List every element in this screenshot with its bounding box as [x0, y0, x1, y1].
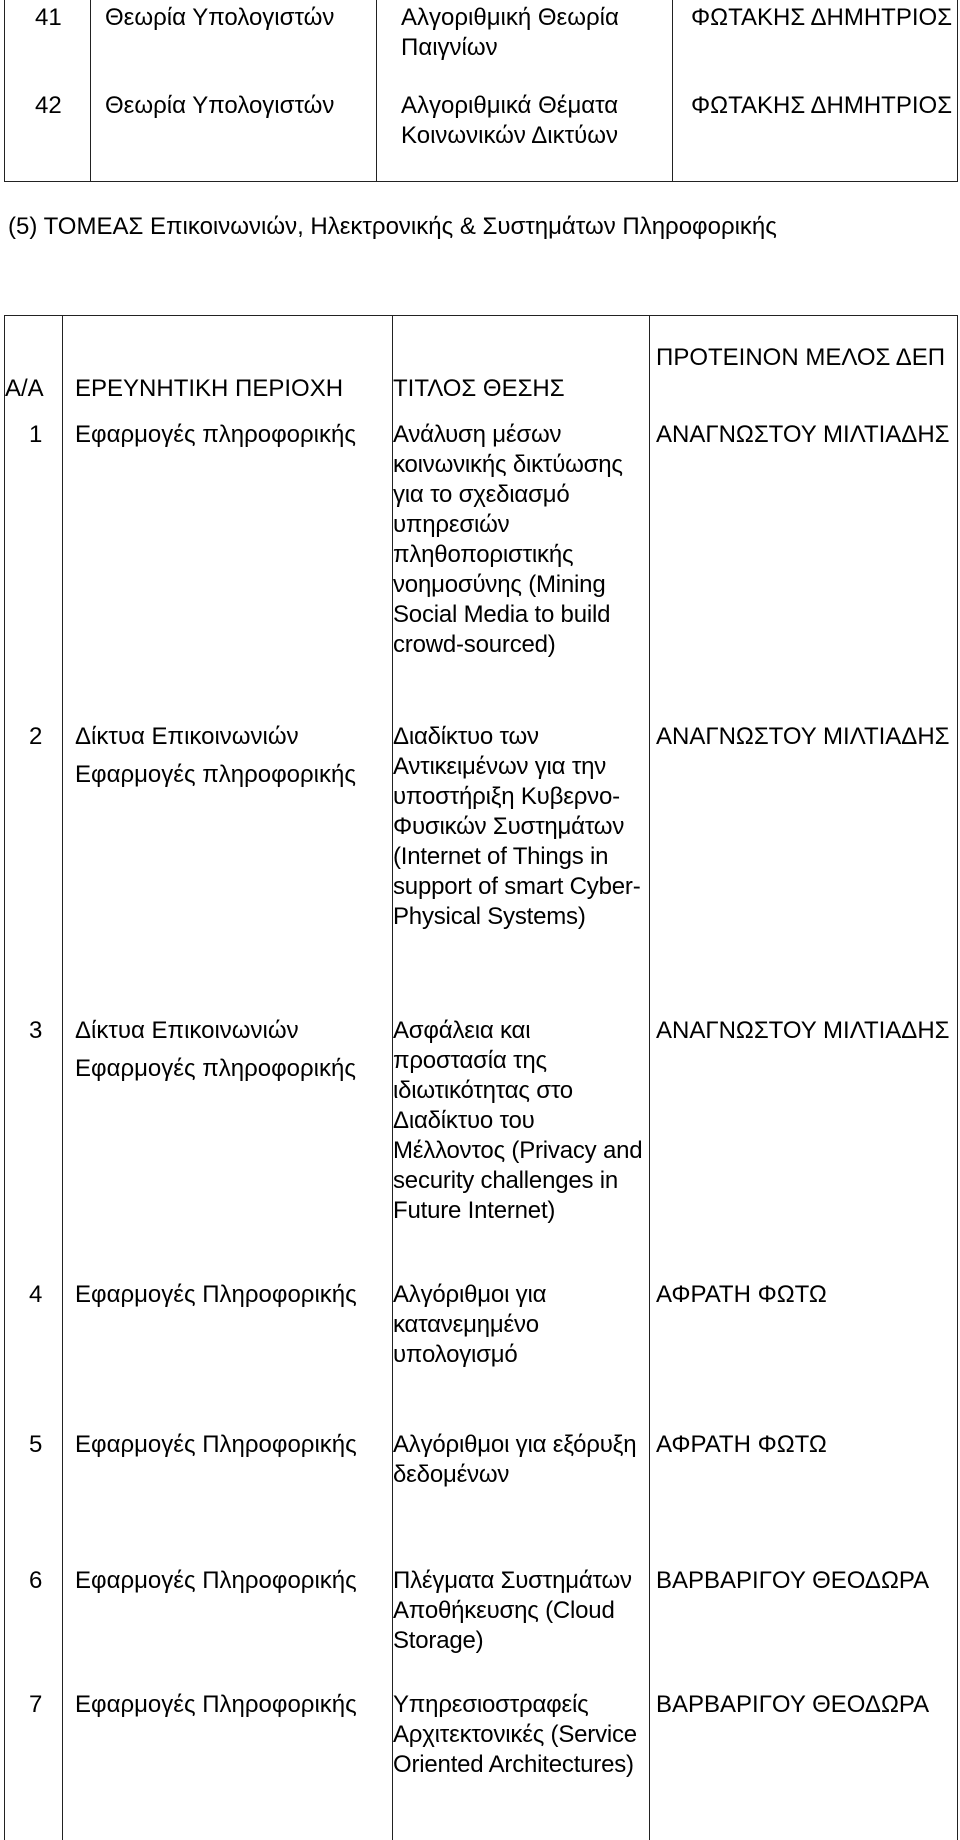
- research-area: Θεωρία Υπολογιστών: [91, 77, 377, 181]
- proposed-member: ΒΑΡΒΑΡΙΓΟΥ ΘΕΟΔΩΡΑ: [650, 1554, 958, 1690]
- position-title: Πλέγματα Συστημάτων Αποθήκευσης (Cloud Storage): [393, 1554, 650, 1690]
- position-title: Αλγοριθμική Θεωρία Παιγνίων: [377, 0, 673, 77]
- proposed-member: ΦΩΤΑΚΗΣ ΔΗΜΗΤΡΙΟΣ: [673, 0, 958, 77]
- position-title: Αλγόριθμοι για εξόρυξη δεδομένων: [393, 1418, 650, 1554]
- position-title: Αλγόριθμοι για κατανεμημένο υπολογισμό: [393, 1280, 650, 1418]
- research-area: [63, 1280, 393, 1418]
- row-number: 41: [5, 0, 91, 77]
- table-row: [5, 722, 958, 1016]
- proposed-member: ΑΝΑΓΝΩΣΤΟΥ ΜΙΛΤΙΑΔΗΣ: [650, 722, 958, 1016]
- proposed-member: ΒΑΡΒΑΡΙΓΟΥ ΘΕΟΔΩΡΑ: [650, 1690, 958, 1840]
- proposed-member: ΑΝΑΓΝΩΣΤΟΥ ΜΙΛΤΙΑΔΗΣ: [650, 406, 958, 722]
- table-row: [5, 406, 958, 722]
- research-area: [63, 1690, 393, 1840]
- position-title: Διαδίκτυο των Αντικειμένων για την υποστήριξη Κυβερνο-Φυσικών Συστημάτων (Internet of Things in support of smart Cyber-Physical Systems): [393, 722, 650, 1016]
- research-area: [63, 722, 393, 1016]
- row-number: 3: [5, 1016, 63, 1280]
- header-number: Α/Α: [5, 316, 63, 406]
- research-area-primary: Εφαρμογές Πληροφορικής: [75, 1430, 357, 1458]
- row-number: 42: [5, 77, 91, 181]
- table-row: [5, 1690, 958, 1840]
- research-area: [63, 406, 393, 722]
- row-number: 5: [5, 1418, 63, 1554]
- row-number: 2: [5, 722, 63, 1016]
- row-number: 4: [5, 1280, 63, 1418]
- research-area: Θεωρία Υπολογιστών: [91, 0, 377, 77]
- research-area-primary: Δίκτυα Επικοινωνιών: [75, 1016, 299, 1044]
- research-area-primary: Εφαρμογές Πληροφορικής: [75, 1280, 357, 1308]
- position-title: Ανάλυση μέσων κοινωνικής δικτύωσης για το σχεδιασμό υπηρεσιών πληθοποριστικής νοημοσύνης (Mining Social Media to build crowd-sourced): [393, 406, 650, 722]
- table-row: [5, 1280, 958, 1418]
- research-area-secondary: Εφαρμογές πληροφορικής: [75, 760, 356, 788]
- research-area-primary: Εφαρμογές Πληροφορικής: [75, 1566, 357, 1594]
- header-position-title: ΤΙΤΛΟΣ ΘΕΣΗΣ: [393, 316, 650, 406]
- research-area-primary: Δίκτυα Επικοινωνιών: [75, 722, 299, 750]
- position-title: Αλγοριθμικά Θέματα Κοινωνικών Δικτύων: [377, 77, 673, 181]
- table-row: [5, 77, 958, 181]
- research-area-primary: Εφαρμογές Πληροφορικής: [75, 1690, 357, 1718]
- table-row: [5, 1016, 958, 1280]
- table-row: [5, 1554, 958, 1690]
- table-row: [5, 1418, 958, 1554]
- proposed-member: ΦΩΤΑΚΗΣ ΔΗΜΗΤΡΙΟΣ: [673, 77, 958, 181]
- table-header-row: [5, 316, 958, 406]
- proposed-member: ΑΦΡΑΤΗ ΦΩΤΩ: [650, 1280, 958, 1418]
- row-number: 7: [5, 1690, 63, 1840]
- table-row: [5, 0, 958, 77]
- section-title: (5) ΤΟΜΕΑΣ Επικοινωνιών, Ηλεκτρονικής & Συστημάτων Πληροφορικής: [8, 213, 777, 240]
- proposed-member: ΑΦΡΑΤΗ ΦΩΤΩ: [650, 1418, 958, 1554]
- header-proposed-member: ΠΡΟΤΕΙΝΟΝ ΜΕΛΟΣ ΔΕΠ: [650, 316, 958, 406]
- position-title: Ασφάλεια και προστασία της ιδιωτικότητας στο Διαδίκτυο του Μέλλοντος (Privacy and security challenges in Future Internet): [393, 1016, 650, 1280]
- positions-table: [4, 315, 958, 1840]
- proposed-member: ΑΝΑΓΝΩΣΤΟΥ ΜΙΛΤΙΑΔΗΣ: [650, 1016, 958, 1280]
- position-title: Υπηρεσιοστραφείς Αρχιτεκτονικές (Service Oriented Architectures): [393, 1690, 650, 1840]
- research-area: [63, 1418, 393, 1554]
- research-area-secondary: Εφαρμογές πληροφορικής: [75, 1054, 356, 1082]
- research-area: [63, 1016, 393, 1280]
- research-area: [63, 1554, 393, 1690]
- previous-section-table: [4, 0, 958, 182]
- header-research-area: ΕΡΕΥΝΗΤΙΚΗ ΠΕΡΙΟΧΗ: [63, 316, 393, 406]
- row-number: 6: [5, 1554, 63, 1690]
- row-number: 1: [5, 406, 63, 722]
- research-area-primary: Εφαρμογές πληροφορικής: [75, 420, 356, 448]
